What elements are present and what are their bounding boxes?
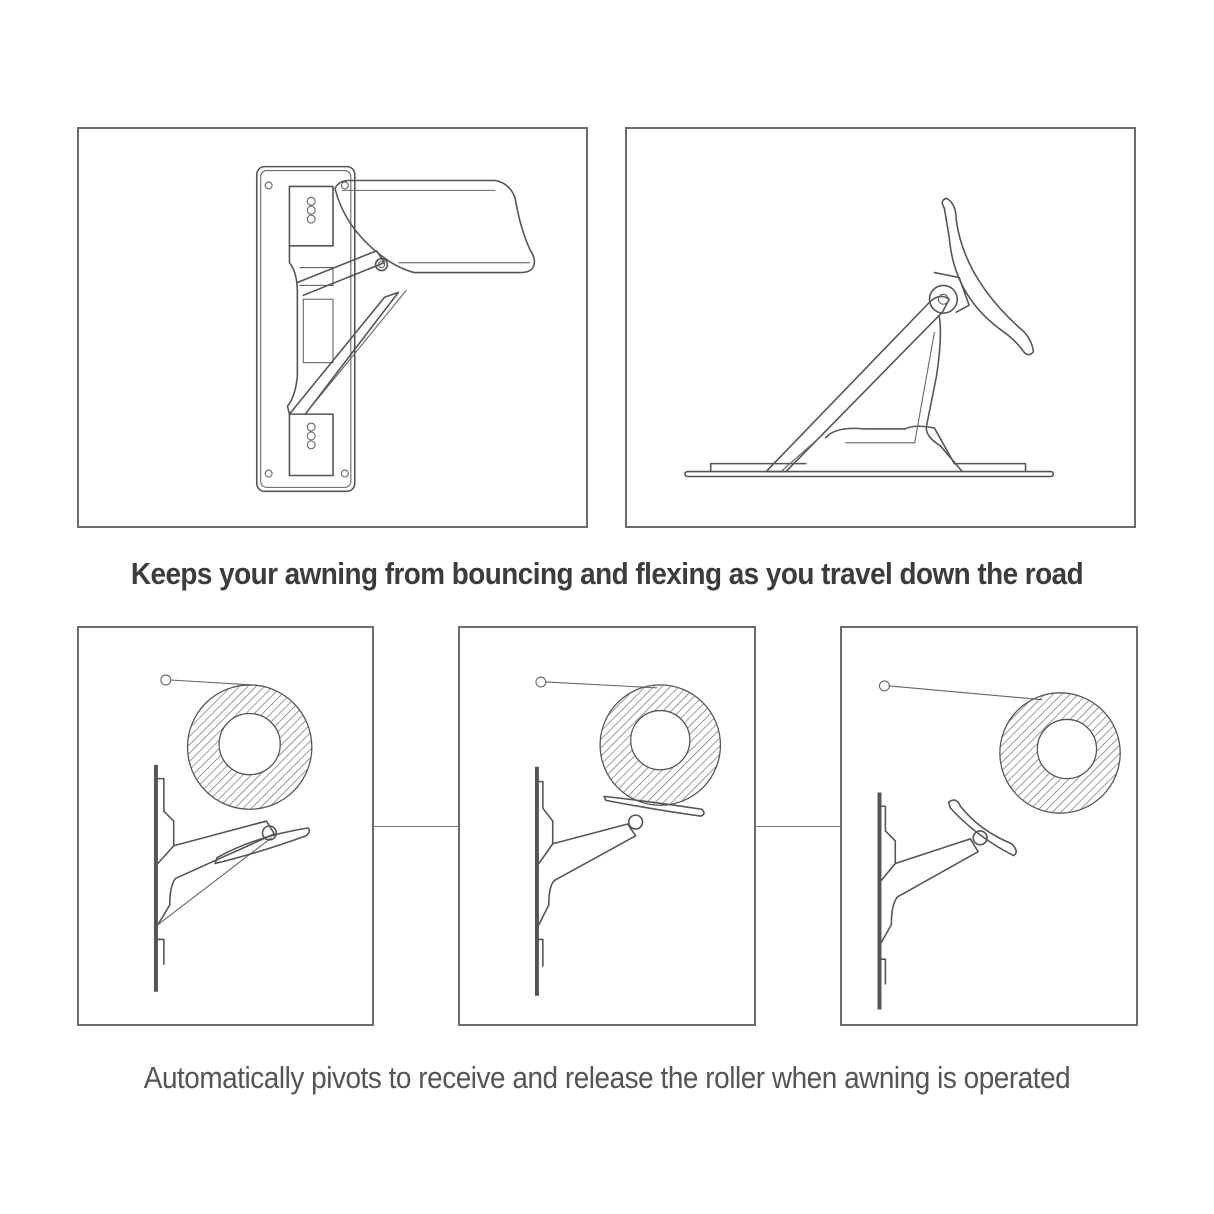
bracket-front-illustration xyxy=(79,129,586,526)
roller-seated-illustration xyxy=(79,628,372,1024)
panel-side-view xyxy=(625,127,1136,528)
panel-step-3 xyxy=(840,626,1138,1026)
roller-released-illustration xyxy=(842,628,1136,1024)
panel-step-2 xyxy=(458,626,756,1026)
panel-front-view xyxy=(77,127,588,528)
caption-bottom: Automatically pivots to receive and release the roller when awning is operated xyxy=(143,1060,1071,1095)
bracket-side-illustration xyxy=(627,129,1134,526)
connector-line-1 xyxy=(374,826,458,827)
connector-line-2 xyxy=(756,826,840,827)
panel-step-1 xyxy=(77,626,374,1026)
caption-top: Keeps your awning from bouncing and flexing as you travel down the road xyxy=(130,556,1084,591)
roller-pivoting-illustration xyxy=(460,628,754,1024)
